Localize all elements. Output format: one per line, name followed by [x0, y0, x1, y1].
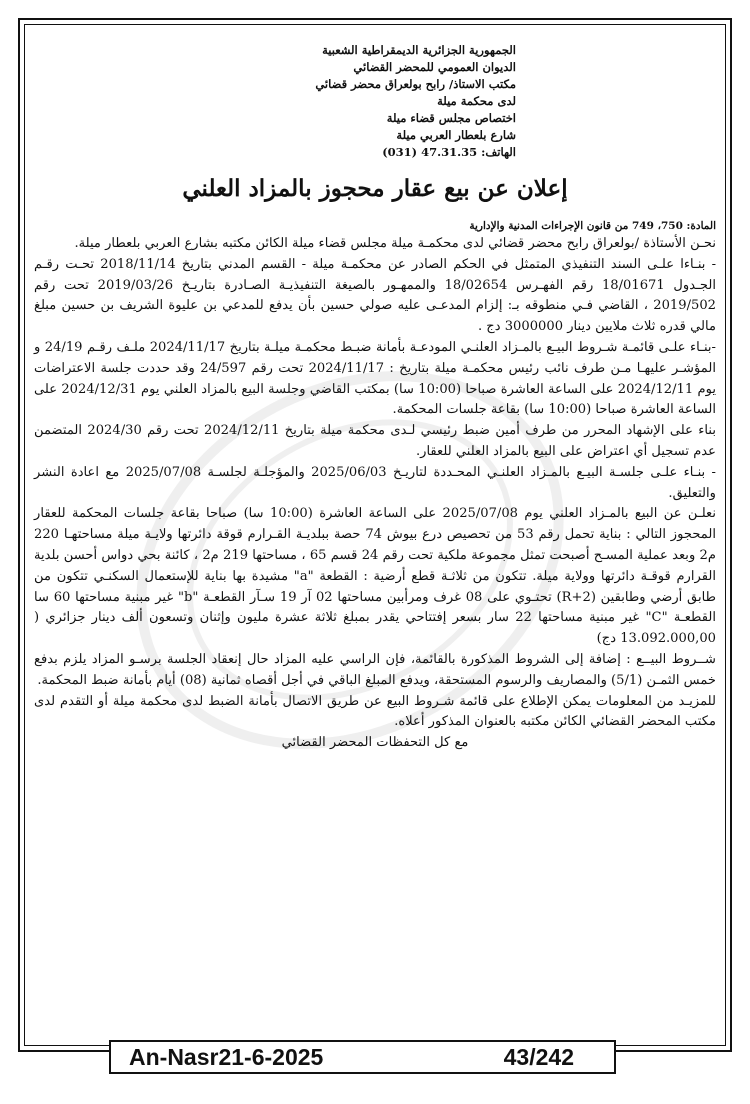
- publication-footer: [109, 1040, 616, 1074]
- header-line: الجمهورية الجزائرية الديمقراطية الشعبية: [322, 43, 516, 57]
- announcement-title: إعلان عن بيع عقار محجوز بالمزاد العلني: [182, 175, 568, 202]
- paragraph: نعلـن عن البيع بالمـزاد العلني يوم 2025/07/08 على الساعة العاشرة (10:00 سا) صباحا بقاعة جلسات المحكمة للعقار المحجوز التالي : بناية تحمل رقم 53 من تحصيص درع بيوش 74 حصة ببلديـة القـرارم قوقة دائرتها ولايـة ميلة مساحتهـا 220 م2 وبعد عملية المسـح أصبحت تمثل مجموعة ملكية تحت رقم 24 قسم 65 ، مساحتها 219 م2 ، كائنة بحي دواس أحسن بلدية القرارم قوقـة دائرتها وولاية ميلة. تتكون من ثلاثـة قطع أرضية : القطعة "a" مشيدة بها بناية للإستعمال السكنـي تتكون من طابق أرضي وطابقين (R+2) تحتـوي على 08 غرف ومرأبين مساحتها 02 آر 19 سـآر القطعـة "b" غير مبنية مساحتها 60 سا القطعـة "C" غير مبنية مساحتها 22 سار بسعر إفتتاحي يقدر بمبلغ ثلاثة عشرة مليون وإثنان وتسعون ألف دينار جزائري ( 13.092.000,00 دج): [34, 506, 717, 647]
- paragraph: نحـن الأستاذة /بولعراق رابح محضر قضائي لدى محكمـة ميلة مجلس قضاء ميلة الكائن مكتبه بشارع العربي بلعطار ميلة.: [74, 236, 716, 251]
- office-header: [34, 42, 716, 161]
- paragraph: -بنـاء علـى قائمـة شـروط البيـع بالمـزاد العلنـي المودعـة بأمانة ضبـط محكمـة ميلـة بتاريخ 2024/11/17 ملـف رقـم 24/19 و المؤشـر عليهـا مـن طرف نائب رئيس محكمـة ميلة بتاريخ : 2024/11/17 تحت رقم 24/597 وقد حددت جلسة الاعتراضات يوم 2024/12/11 على الساعة العاشرة صباحا (10:00 سا) بمكتب القاضي وجلسة البيع بالمزاد العلني يوم 2024/12/31 على الساعة العاشرة صباحا (10:00 سا) بقاعة جلسات المحكمة.: [34, 339, 716, 418]
- announcement-body: [34, 42, 716, 754]
- header-line: لدى محكمة ميلة: [437, 94, 516, 108]
- header-line: مكتب الاستاذ/ رابح بولعراق محضر قضائي: [315, 77, 516, 91]
- signature-line: مع كل التحفظات المحضر القضائي: [281, 735, 469, 751]
- paragraph: - بنـاءا علـى السند التنفيذي المتمثل في الحكم الصادر عن محكمـة ميلة - القسم المدني بتاريخ 2018/11/14 تحـت رقـم الجـدول 18/01671 رقم الفهـرس 18/02654 والممهـور بالصيغة التنفيذيـة الصـادرة بتاريـخ 2019/03/26 تحت رقم 2019/502 ، القاضي فـي منطوقه بـ: إلزام المدعـى عليه صولي حسين بأن يدفع للمدعي بن عليوة الشريف بن حسين مبلغ مالي قدره ثلاث ملايين دينار 3000000 دج .: [34, 256, 717, 335]
- publication-number: 43/242: [503, 1043, 574, 1070]
- header-line: الهاتف: 47.31.35 (031): [382, 145, 516, 159]
- header-line: الديوان العمومي للمحضر القضائي: [353, 60, 516, 74]
- paragraph: - بنـاء علـى جلسـة البيـع بالمـزاد العلنـي المحـددة لتاريـخ 2025/06/03 والمؤجلـة لجلسـة 2025/07/08 مع اعادة النشر والتعليق.: [34, 464, 716, 501]
- paragraph: للمزيـد من المعلومات يمكن الإطلاع على قائمة شـروط البيع عن طريق الاتصال بأمانة الضبط لدى محكمة ميلة أو التقدم لدى مكتب المحضر القضائي الكائن مكتبه بالعنوان المذكور أعلاه.: [34, 693, 716, 730]
- paragraph: بناء على الإشهاد المحرر من طرف أمين ضبط رئيسي لـدى محكمة ميلة بتاريخ 2024/12/11 تحت رقم 2024/30 المتضمن عدم تسجيل أي اعتراض على البيع بالمزاد العلني للعقار.: [34, 423, 716, 459]
- header-line: اختصاص مجلس قضاء ميلة: [386, 111, 516, 125]
- publication-date: An-Nasr21-6-2025: [129, 1043, 324, 1070]
- paragraph: شــروط البيــع : إضافة إلى الشروط المذكورة بالقائمة، فإن الراسي عليه المزاد حال إنعقاد الجلسة برسـو المزاد يلزم بدفع خمس الثمـن (5/1) والمصاريف والرسوم المستحقة، ويدفع المبلغ الباقي في أجل أقصاه ثمانية (08) أيام بأمانة ضبط المحكمة.: [34, 651, 716, 688]
- header-line: شارع بلعطار العربي ميلة: [396, 128, 516, 142]
- article-reference: المادة: 750، 749 من قانون الإجراءات المدنية والإدارية: [469, 220, 716, 232]
